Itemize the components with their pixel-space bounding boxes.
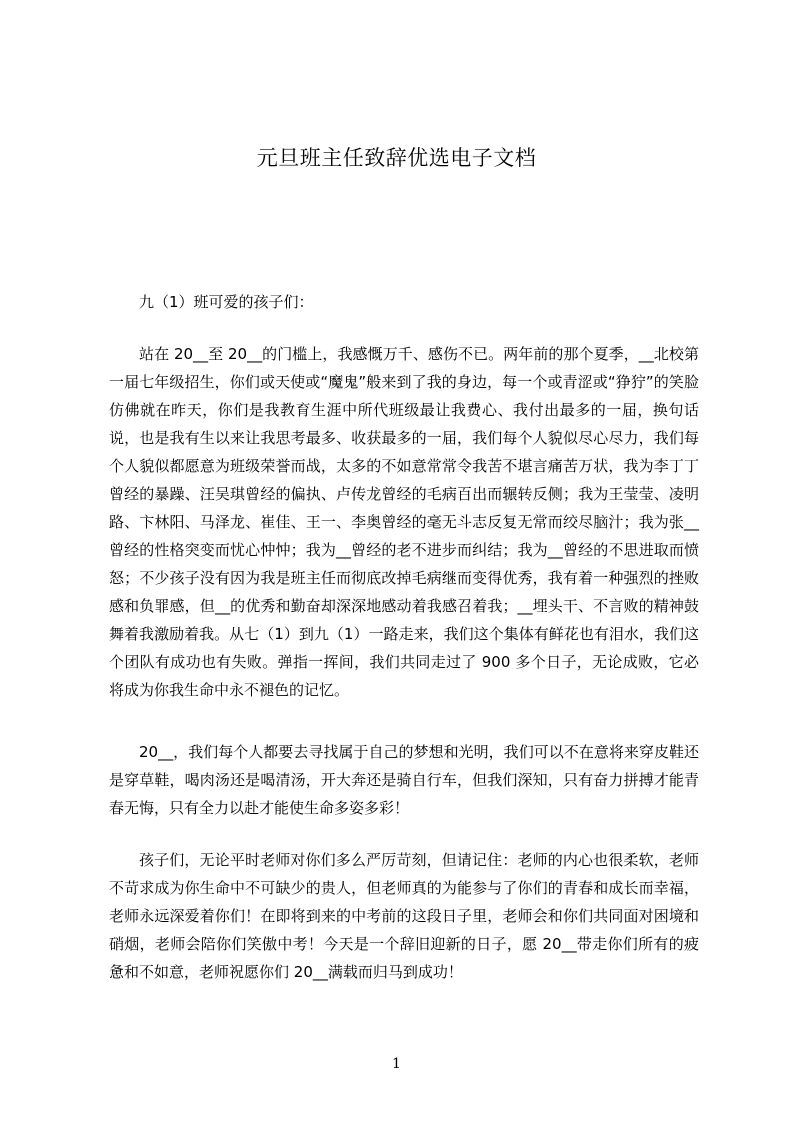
paragraph-block xyxy=(109,846,699,986)
body-paragraph-1: 站在 20__至 20__的门槛上，我感慨万千、感伤不已。两年前的那个夏季，__北校第一届七年级招生，你们或天使或“魔鬼”般来到了我的身边，每一个或青涩或“狰狞”的笑脸仿佛就在昨天，你们是我教育生涯中所代班级最让我费心、我付出最多的一届，换句话说，也是我有生以来让我思考最多、收获最多的一届，我们每个人貌似尽心尽力，我们每个人貌似都愿意为班级荣誉而战，太多的不如意常常令我苦不堪言痛苦万状，我为李丁丁曾经的暴躁、汪吴琪曾经的偏执、卢传龙曾经的毛病百出而辗转反侧；我为王莹莹、凌明路、卞林阳、马泽龙、崔佳、王一、李奥曾经的毫无斗志反复无常而绞尽脑汁；我为张__曾经的性格突变而忧心忡忡；我为__曾经的老不进步而纠结；我为__曾经的不思进取而愤怒；不少孩子没有因为我是班主任而彻底改掉毛病继而变得优秀，我有着一种强烈的挫败感和负罪感，但__的优秀和勤奋却深深地感动着我感召着我；__埋头干、不言败的精神鼓舞着我激励着我。从七（1）到九（1）一路走来，我们这个集体有鲜花也有泪水，我们这个团队有成功也有失败。弹指一挥间，我们共同走过了 900 多个日子，无论成败，它必将成为你我生命中永不褪色的记忆。 xyxy=(109,345,699,699)
paragraph-block xyxy=(109,340,699,704)
page-number: 1 xyxy=(392,1056,401,1072)
greeting-line: 九（1）班可爱的孩子们： xyxy=(139,293,314,311)
paragraph-block xyxy=(109,738,699,822)
body-paragraph-2: 20__，我们每个人都要去寻找属于自己的梦想和光明，我们可以不在意将来穿皮鞋还是穿草鞋，喝肉汤还是喝清汤，开大奔还是骑自行车，但我们深知，只有奋力拼搏才能青春无悔，只有全力以赴才能使生命多姿多彩！ xyxy=(109,743,699,817)
document-title: 元旦班主任致辞优选电子文档 xyxy=(256,146,537,170)
body-paragraph-3: 孩子们，无论平时老师对你们多么严厉苛刻，但请记住：老师的内心也很柔软，老师不苛求成为你生命中不可缺少的贵人，但老师真的为能参与了你们的青春和成长而幸福，老师永远深爱着你们！在即将到来的中考前的这段日子里，老师会和你们共同面对困境和硝烟，老师会陪你们笑傲中考！今天是一个辞旧迎新的日子，愿 20__带走你们所有的疲惫和不如意，老师祝愿你们 20__满载而归马到成功！ xyxy=(109,851,699,981)
